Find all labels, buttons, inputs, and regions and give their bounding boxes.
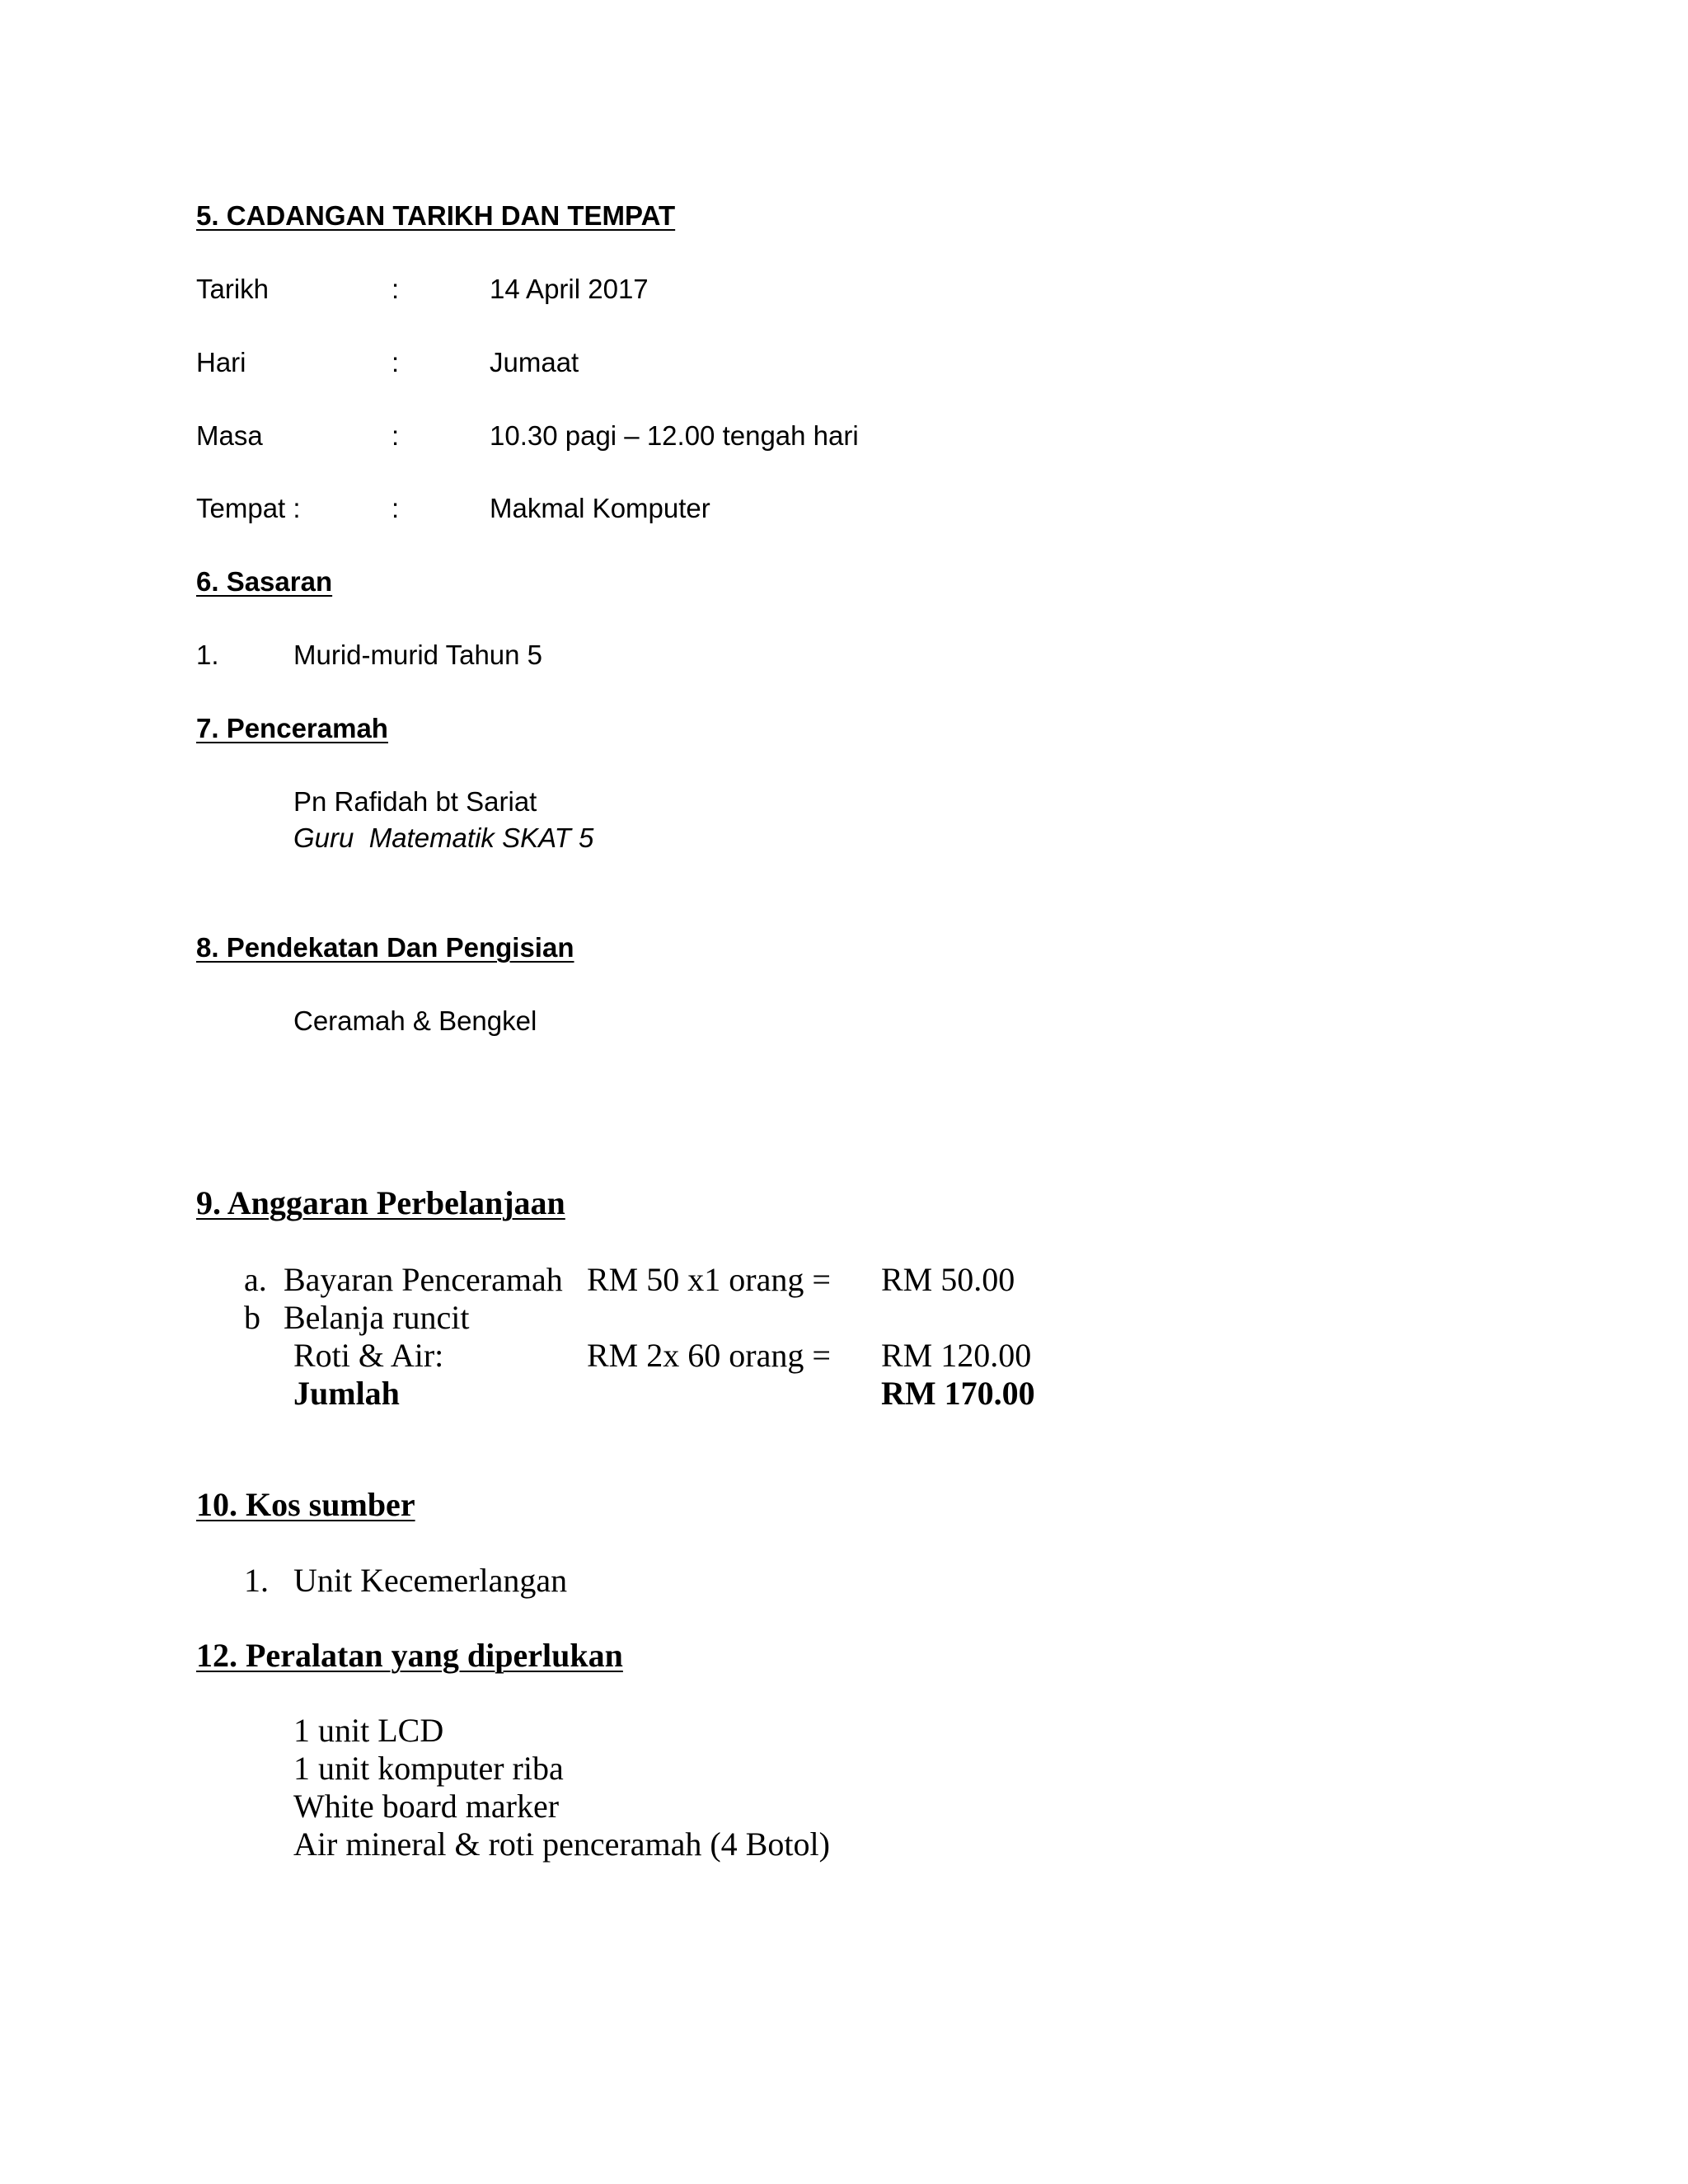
hari-colon: : xyxy=(392,347,400,377)
section-7-heading: 7. Penceramah xyxy=(196,713,388,743)
sasaran-item-number: 1. xyxy=(196,640,219,670)
equipment-item: 1 unit LCD xyxy=(293,1712,444,1749)
budget-row-b-marker: b xyxy=(244,1299,260,1336)
tempat-label: Tempat : xyxy=(196,493,301,523)
section-10-heading: 10. Kos sumber xyxy=(196,1486,415,1523)
masa-value: 10.30 pagi – 12.00 tengah hari xyxy=(490,420,859,451)
budget-total-label: Jumlah xyxy=(293,1375,400,1412)
budget-row-a-label: Bayaran Penceramah xyxy=(284,1261,563,1298)
equipment-item: White board marker xyxy=(293,1788,560,1825)
budget-row-b-label: Belanja runcit xyxy=(284,1299,470,1336)
kos-item-number: 1. xyxy=(244,1562,269,1599)
hari-label: Hari xyxy=(196,347,246,377)
tempat-value: Makmal Komputer xyxy=(490,493,710,523)
budget-row-roti-label: Roti & Air: xyxy=(293,1337,444,1374)
tarikh-label: Tarikh xyxy=(196,274,270,304)
sasaran-item-text: Murid-murid Tahun 5 xyxy=(293,640,543,670)
equipment-item: Air mineral & roti penceramah (4 Botol) xyxy=(293,1825,830,1863)
equipment-item: 1 unit komputer riba xyxy=(293,1750,564,1787)
tempat-colon: : xyxy=(392,493,400,523)
tarikh-value: 14 April 2017 xyxy=(490,274,649,304)
section-8-heading: 8. Pendekatan Dan Pengisian xyxy=(196,932,574,963)
approach-text: Ceramah & Bengkel xyxy=(293,1005,537,1036)
section-5-heading: 5. CADANGAN TARIKH DAN TEMPAT xyxy=(196,200,676,231)
section-6-heading: 6. Sasaran xyxy=(196,566,333,597)
section-9-heading: 9. Anggaran Perbelanjaan xyxy=(196,1184,565,1221)
budget-row-roti-calc: RM 2x 60 orang = xyxy=(587,1337,831,1374)
budget-row-a-amount: RM 50.00 xyxy=(881,1261,1015,1298)
speaker-name: Pn Rafidah bt Sariat xyxy=(293,786,537,817)
speaker-title: Guru Matematik SKAT 5 xyxy=(293,823,594,853)
hari-value: Jumaat xyxy=(490,347,579,377)
kos-item-text: Unit Kecemerlangan xyxy=(293,1562,568,1599)
budget-total-amount: RM 170.00 xyxy=(881,1375,1035,1412)
masa-colon: : xyxy=(392,420,400,451)
masa-label: Masa xyxy=(196,420,263,451)
section-12-heading: 12. Peralatan yang diperlukan xyxy=(196,1637,623,1674)
budget-row-a-calc: RM 50 x1 orang = xyxy=(587,1261,831,1298)
budget-row-a-marker: a. xyxy=(244,1261,267,1298)
tarikh-colon: : xyxy=(392,274,400,304)
budget-row-roti-amount: RM 120.00 xyxy=(881,1337,1032,1374)
